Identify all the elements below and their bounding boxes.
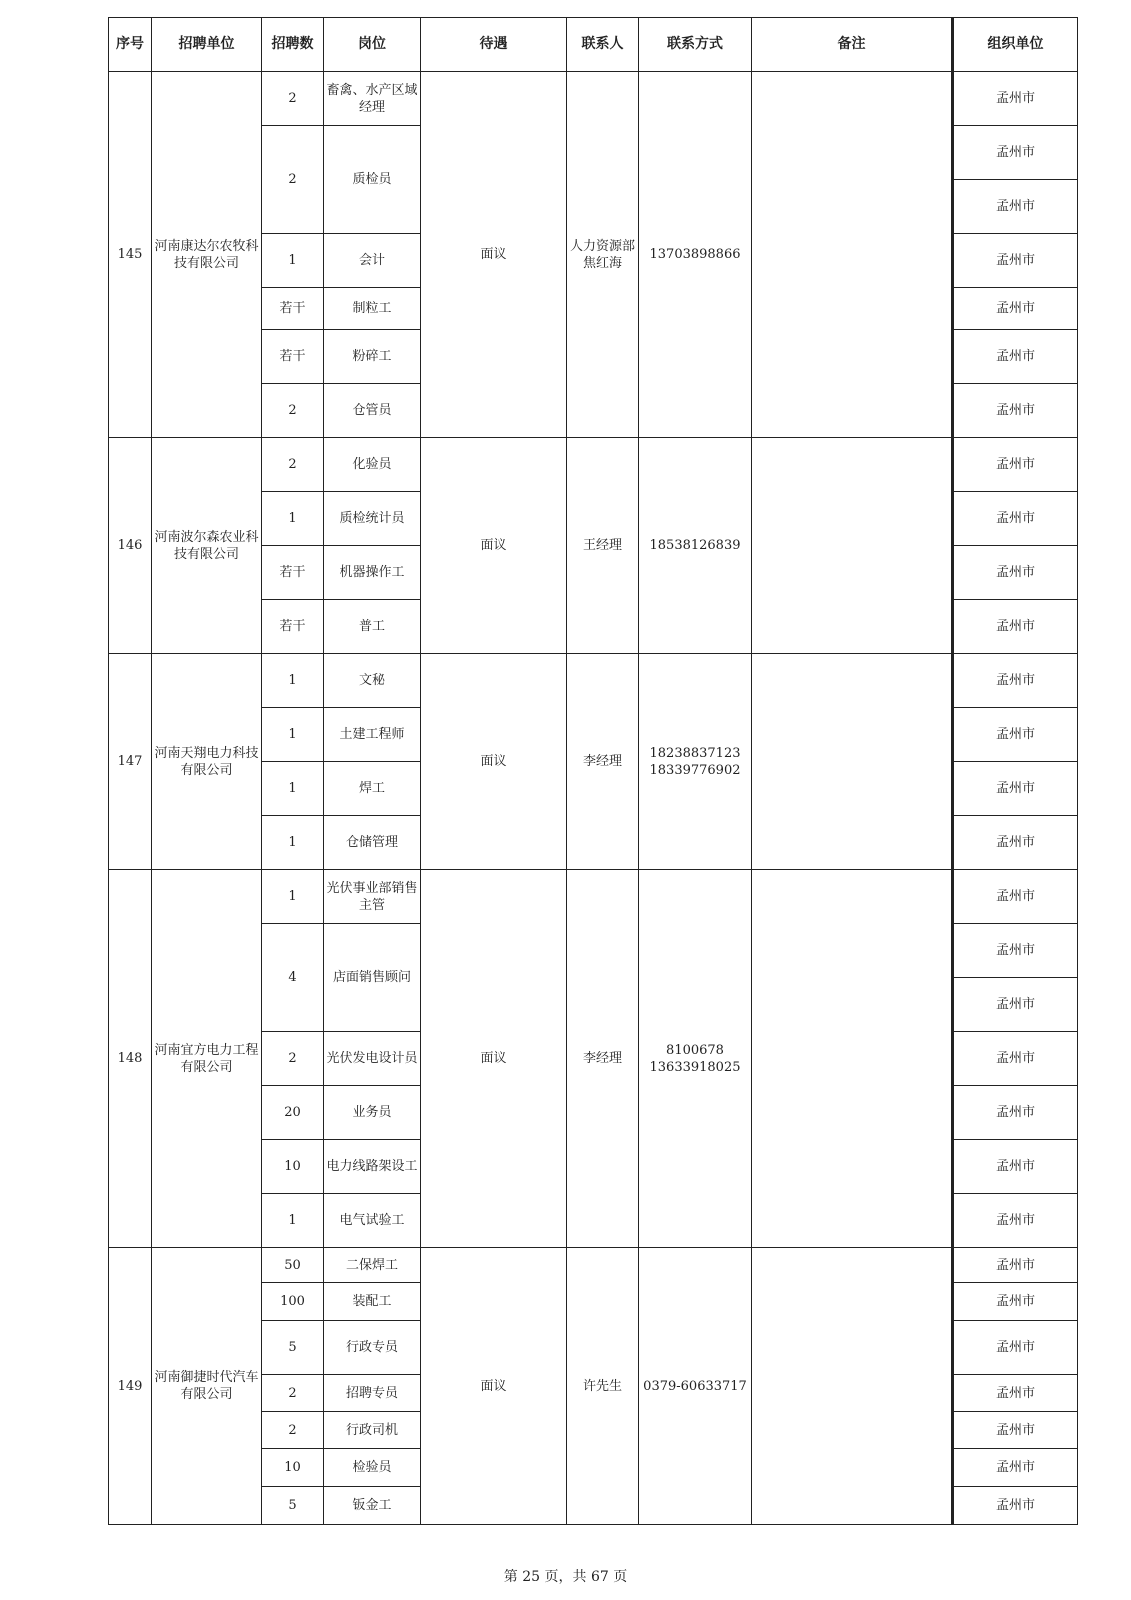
position-count: 2: [262, 1032, 324, 1086]
position-count: 若干: [262, 288, 324, 330]
position-title: 二保焊工: [324, 1248, 421, 1283]
recruitment-table-page: [108, 17, 1077, 1557]
position-count: 5: [262, 1487, 324, 1525]
header-index: 序号: [109, 18, 152, 72]
company-index: 146: [109, 438, 152, 654]
company-phone: 18538126839: [639, 438, 752, 654]
position-count: 5: [262, 1321, 324, 1375]
company-phone: 13703898866: [639, 72, 752, 438]
position-title: 仓储管理: [324, 816, 421, 870]
position-count: 1: [262, 234, 324, 288]
company-name: 河南天翔电力科技有限公司: [152, 654, 262, 870]
org-unit: 孟州市: [953, 978, 1078, 1032]
position-count: 2: [262, 1412, 324, 1449]
header-contact: 联系人: [567, 18, 639, 72]
org-unit: 孟州市: [953, 288, 1078, 330]
org-unit: 孟州市: [953, 72, 1078, 126]
position-count: 若干: [262, 600, 324, 654]
position-count: 100: [262, 1283, 324, 1321]
org-unit: 孟州市: [953, 1248, 1078, 1283]
company-note: [752, 1248, 953, 1525]
org-unit: 孟州市: [953, 1412, 1078, 1449]
company-phone: 18238837123 18339776902: [639, 654, 752, 870]
page-footer: 第 25 页，共 67 页: [503, 1569, 628, 1585]
position-title: 质检统计员: [324, 492, 421, 546]
org-unit: 孟州市: [953, 816, 1078, 870]
company-note: [752, 438, 953, 654]
position-title: 粉碎工: [324, 330, 421, 384]
company-pay: 面议: [421, 72, 567, 438]
table-row: [109, 654, 1078, 708]
table-row: [109, 1248, 1078, 1283]
table-row: [109, 870, 1078, 924]
position-title: 装配工: [324, 1283, 421, 1321]
position-title: 土建工程师: [324, 708, 421, 762]
position-count: 4: [262, 924, 324, 1032]
position-count: 1: [262, 1194, 324, 1248]
recruitment-table: [108, 17, 1078, 1525]
org-unit: 孟州市: [953, 1449, 1078, 1487]
org-unit: 孟州市: [953, 330, 1078, 384]
org-unit: 孟州市: [953, 1487, 1078, 1525]
company-name: 河南康达尔农牧科技有限公司: [152, 72, 262, 438]
org-unit: 孟州市: [953, 708, 1078, 762]
company-pay: 面议: [421, 1248, 567, 1525]
org-unit: 孟州市: [953, 762, 1078, 816]
org-unit: 孟州市: [953, 180, 1078, 234]
position-title: 电力线路架设工: [324, 1140, 421, 1194]
company-index: 149: [109, 1248, 152, 1525]
table-row: [109, 72, 1078, 126]
company-contact: 王经理: [567, 438, 639, 654]
position-count: 10: [262, 1140, 324, 1194]
header-phone: 联系方式: [639, 18, 752, 72]
position-title: 钣金工: [324, 1487, 421, 1525]
position-count: 1: [262, 870, 324, 924]
position-count: 10: [262, 1449, 324, 1487]
header-note: 备注: [752, 18, 953, 72]
org-unit: 孟州市: [953, 1194, 1078, 1248]
company-phone: 0379-60633717: [639, 1248, 752, 1525]
position-title: 光伏发电设计员: [324, 1032, 421, 1086]
org-unit: 孟州市: [953, 924, 1078, 978]
header-row: [109, 18, 1078, 72]
org-unit: 孟州市: [953, 1283, 1078, 1321]
table-row: [109, 438, 1078, 492]
header-org: 组织单位: [953, 18, 1078, 72]
position-title: 会计: [324, 234, 421, 288]
org-unit: 孟州市: [953, 1375, 1078, 1412]
position-count: 1: [262, 816, 324, 870]
position-count: 1: [262, 492, 324, 546]
position-count: 2: [262, 72, 324, 126]
org-unit: 孟州市: [953, 1140, 1078, 1194]
company-contact: 李经理: [567, 870, 639, 1248]
position-title: 质检员: [324, 126, 421, 234]
org-unit: 孟州市: [953, 546, 1078, 600]
position-title: 仓管员: [324, 384, 421, 438]
position-title: 行政司机: [324, 1412, 421, 1449]
org-unit: 孟州市: [953, 234, 1078, 288]
org-unit: 孟州市: [953, 126, 1078, 180]
position-count: 若干: [262, 546, 324, 600]
position-title: 制粒工: [324, 288, 421, 330]
org-unit: 孟州市: [953, 1086, 1078, 1140]
org-unit: 孟州市: [953, 654, 1078, 708]
position-title: 光伏事业部销售主管: [324, 870, 421, 924]
position-count: 2: [262, 438, 324, 492]
company-pay: 面议: [421, 654, 567, 870]
position-count: 2: [262, 1375, 324, 1412]
position-count: 20: [262, 1086, 324, 1140]
position-title: 畜禽、水产区域经理: [324, 72, 421, 126]
position-title: 行政专员: [324, 1321, 421, 1375]
company-note: [752, 654, 953, 870]
company-phone: 8100678 13633918025: [639, 870, 752, 1248]
position-title: 化验员: [324, 438, 421, 492]
position-count: 1: [262, 654, 324, 708]
position-title: 店面销售顾问: [324, 924, 421, 1032]
header-company: 招聘单位: [152, 18, 262, 72]
company-pay: 面议: [421, 870, 567, 1248]
org-unit: 孟州市: [953, 600, 1078, 654]
position-title: 检验员: [324, 1449, 421, 1487]
position-title: 招聘专员: [324, 1375, 421, 1412]
position-title: 电气试验工: [324, 1194, 421, 1248]
position-count: 1: [262, 762, 324, 816]
org-unit: 孟州市: [953, 384, 1078, 438]
org-unit: 孟州市: [953, 870, 1078, 924]
org-unit: 孟州市: [953, 1032, 1078, 1086]
company-note: [752, 72, 953, 438]
position-count: 2: [262, 384, 324, 438]
company-name: 河南御捷时代汽车有限公司: [152, 1248, 262, 1525]
header-pay: 待遇: [421, 18, 567, 72]
org-unit: 孟州市: [953, 492, 1078, 546]
position-title: 焊工: [324, 762, 421, 816]
company-name: 河南宜方电力工程有限公司: [152, 870, 262, 1248]
company-index: 147: [109, 654, 152, 870]
position-count: 50: [262, 1248, 324, 1283]
company-index: 148: [109, 870, 152, 1248]
company-pay: 面议: [421, 438, 567, 654]
position-count: 1: [262, 708, 324, 762]
company-note: [752, 870, 953, 1248]
company-contact: 李经理: [567, 654, 639, 870]
position-title: 机器操作工: [324, 546, 421, 600]
position-count: 若干: [262, 330, 324, 384]
org-unit: 孟州市: [953, 1321, 1078, 1375]
company-index: 145: [109, 72, 152, 438]
position-title: 普工: [324, 600, 421, 654]
company-contact: 人力资源部焦红海: [567, 72, 639, 438]
position-count: 2: [262, 126, 324, 234]
org-unit: 孟州市: [953, 438, 1078, 492]
company-name: 河南波尔森农业科技有限公司: [152, 438, 262, 654]
header-position: 岗位: [324, 18, 421, 72]
position-title: 文秘: [324, 654, 421, 708]
header-count: 招聘数: [262, 18, 324, 72]
position-title: 业务员: [324, 1086, 421, 1140]
company-contact: 许先生: [567, 1248, 639, 1525]
